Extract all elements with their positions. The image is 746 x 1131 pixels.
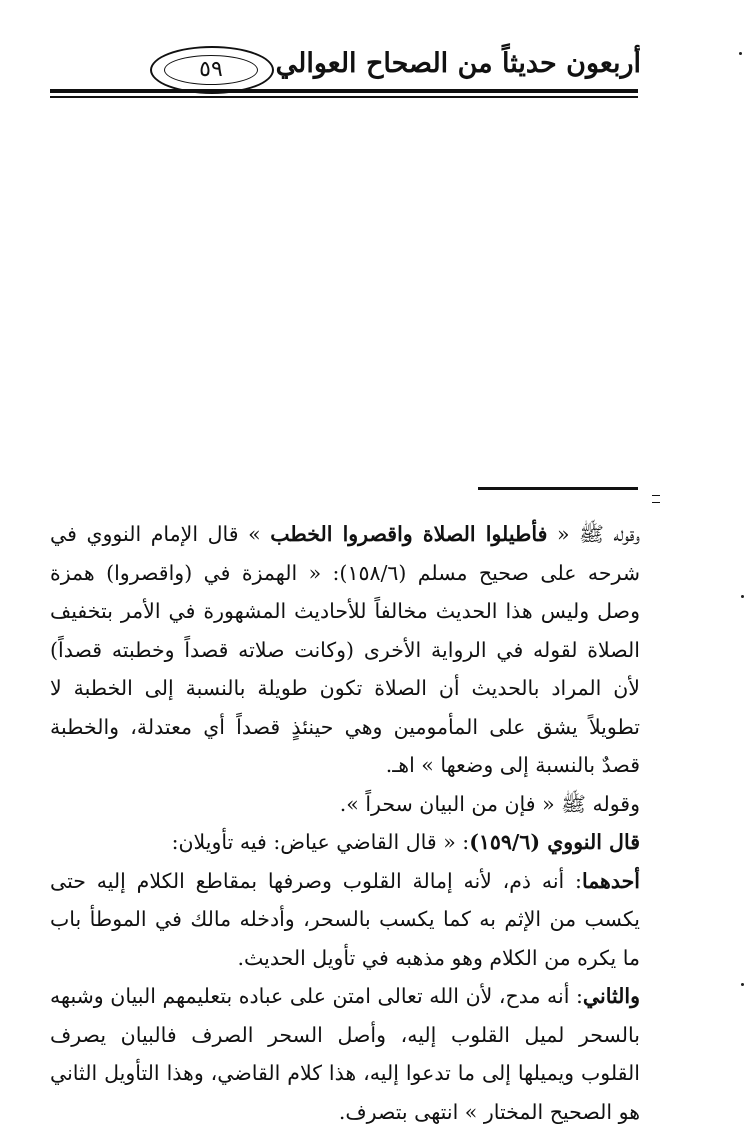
- hadith-quote: فأطيلوا الصلاة واقصروا الخطب: [270, 522, 548, 546]
- footnote-separator: [478, 487, 638, 490]
- page-number: ٥٩: [164, 55, 258, 85]
- footnote-paragraph-1: وقوله ﷺ « فأطيلوا الصلاة واقصروا الخطب » قال الإمام النووي في شرحه على صحيح مسلم (١٥٨/٦): « الهمزة في (واقصروا) همزة وصل وليس هذا الحديث مخالفاً للأحاديث المشهورة في الأمر بتخفيف الصلاة لقوله في الرواية الأخرى (وكانت صلاته قصداً وخطبته قصداً) لأن المراد بالحديث أن الصلاة تكون طويلة بالنسبة إلى الخطبة لا تطويلاً يشق على المأمومين وهي حينئذٍ قصداً أي معتدلة، والخطبة قصدٌ بالنسبة إلى وضعها » اهـ.: [50, 522, 641, 777]
- scan-speck: [741, 595, 744, 598]
- footnote-paragraph-2: وقوله ﷺ « فإن من البيان سحراً ».: [339, 791, 640, 816]
- header-rule-thick: [50, 89, 638, 93]
- scan-speck: [739, 52, 742, 55]
- header-rule-thin: [50, 96, 638, 98]
- footnote-paragraph-5: والثاني: أنه مدح، لأن الله تعالى امتن على عباده بتعليمهم البيان وشبهه بالسحر لميل القلوب إليه، وأصل السحر الصرف فالبيان يصرف القلوب ويميلها إلى ما تدعوا إليه، هذا كلام القاضي، وهذا التأويل الثاني هو الصحيح المختار » انتهى بتصرف.: [50, 984, 640, 1124]
- footnote-paragraph-3: قال النووي (١٥٩/٦): « قال القاضي عياض: فيه تأويلان:: [171, 830, 640, 854]
- scan-speck: [741, 983, 744, 986]
- book-title: أربعون حديثاً من الصحاح العوالي: [275, 48, 641, 79]
- footnote-marker: [652, 495, 660, 503]
- page-header: [0, 0, 746, 110]
- footnote-paragraph-4: أحدهما: أنه ذم، لأنه إمالة القلوب وصرفها بمقاطع الكلام إليه حتى يكسب من الإثم به كما يكسب بالسحر، وأدخله مالك في الموطأ باب ما يكره من الكلام وهو مذهبه في تأويل الحديث.: [50, 868, 640, 970]
- footnote-text: [50, 515, 640, 1131]
